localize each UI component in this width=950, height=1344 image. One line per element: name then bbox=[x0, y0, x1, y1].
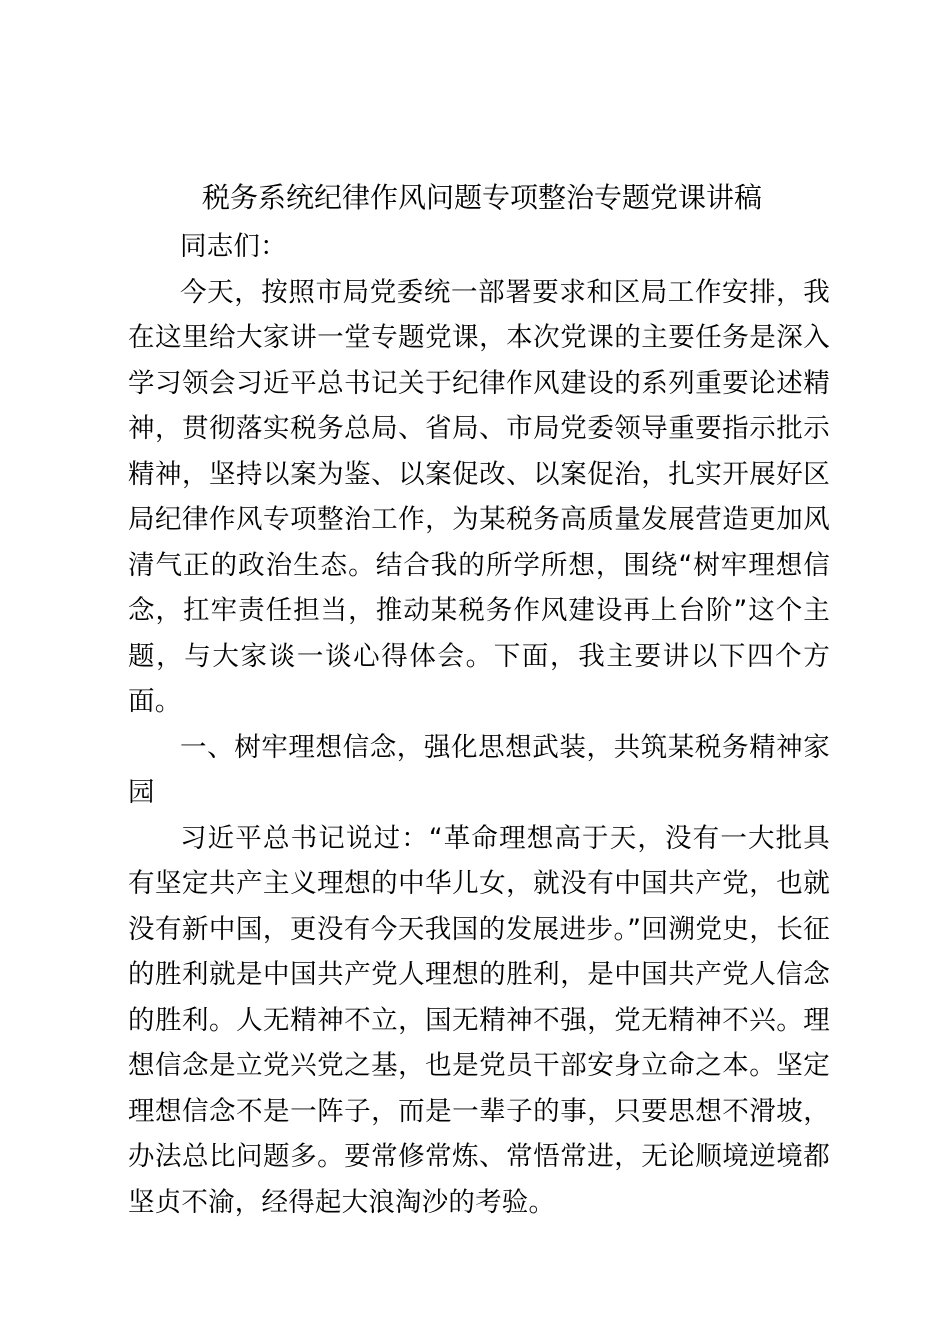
document-page bbox=[128, 175, 830, 1225]
intro-paragraph: 今天，按照市局党委统一部署要求和区局工作安排，我在这里给大家讲一堂专题党课，本次党课的主要任务是深入学习领会习近平总书记关于纪律作风建设的系列重要论述精神，贯彻落实税务总局、省局、市局党委领导重要指示批示精神，坚持以案为鉴、以案促改、以案促治，扎实开展好区局纪律作风专项整治工作，为某税务高质量发展营造更加风清气正的政治生态。结合我的所学所想，围绕“树牢理想信念，扛牢责任担当，推动某税务作风建设再上台阶”这个主题，与大家谈一谈心得体会。下面，我主要讲以下四个方面。 bbox=[128, 276, 830, 717]
document-title: 税务系统纪律作风问题专项整治专题党课讲稿 bbox=[201, 181, 762, 214]
section-paragraph: 习近平总书记说过：“革命理想高于天，没有一大批具有坚定共产主义理想的中华儿女，就没有中国共产党，也就没有新中国，更没有今天我国的发展进步。”回溯党史，长征的胜利就是中国共产党人理想的胜利，是中国共产党人信念的胜利。人无精神不立，国无精神不强，党无精神不兴。理想信念是立党兴党之基，也是党员干部安身立命之本。坚定理想信念不是一阵子，而是一辈子的事，只要思想不滑坡，办法总比问题多。要常修常炼、常悟常进，无论顺境逆境都坚贞不渝，经得起大浪淘沙的考验。 bbox=[128, 822, 830, 1218]
greeting: 同志们： bbox=[180, 231, 287, 262]
section-heading: 一、树牢理想信念，强化思想武装，共筑某税务精神家园 bbox=[128, 731, 830, 808]
